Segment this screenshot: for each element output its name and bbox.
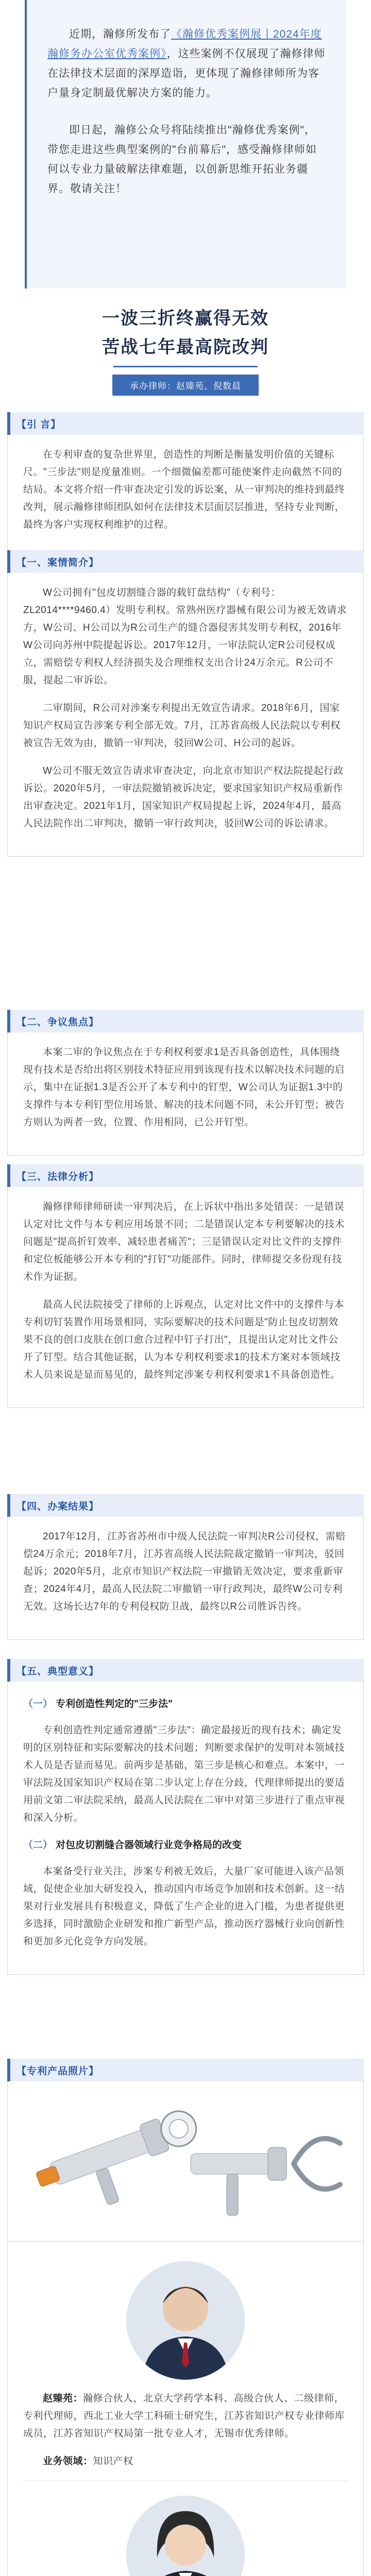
lawyer-tag: 承办律师：赵臻苑、倪数晨 — [112, 375, 259, 396]
section-title: 【二、争议焦点】 — [16, 1016, 99, 1028]
subsection-title-1 — [23, 1696, 348, 1713]
subsection-title-2 — [23, 1837, 348, 1854]
paragraph: W公司拥有"包皮切割缝合器的载钉盘结构"（专利号：ZL2014****9460.4）发明专利权。常熟州医疗器械有限公司为被无效请求方，W公司、H公司以为R公司生产的缝合器侵害其发明专利权，2016年W公司向苏州中院提起诉讼。2017年12月，一审法院认定R公司侵权成立，需赔偿专利权人经济损失及合理维权支出合计24万余元。R公司不服，提起二审诉讼。 — [23, 587, 347, 686]
article-title-line-1: 一波三折终赢得无效 — [102, 309, 269, 328]
paragraph: 最高人民法院接受了律师的上诉观点，认定对比文件中的支撑件与本专利切钉装置作用场景相同，实际要解决的技术问题是"防止包皮切割效果不良的创口皮肤在创口愈合过程中钉子打出"，且提出认定对比文件公开了钉型。结合其他证据，认为本专利权利要求1的技术方案对本领域技术人员来说是显而易见的，最终判定涉案专利权利要求1不具备创造性。 — [23, 1299, 345, 1380]
paragraph: 在专利审查的复杂世界里，创造性的判断是衡量发明价值的关键标尺。"三步法"则是度量准则。一个细微偏差都可能使案件走向截然不同的结局。本文将介绍一件审查决定引发的诉讼案，从一审判决的维持到最终改判，展示瀚修律师团队如何在法律技术层面层层推进，坚持专业判断，最终为客户实现权利维护的过程。 — [23, 449, 345, 530]
section-title: 【引 言】 — [16, 419, 61, 430]
subsection-title-text: 对包皮切割缝合器领域行业竞争格局的改变 — [56, 1840, 242, 1851]
paragraph: 本案二审的争议焦点在于专利权利要求1是否具备创造性，具体围绕现有技术是否给出将区别技术特征应用到该现有技术以解决技术问题的启示，集中在证据1.3是否公开了本专利中的钉型，W公司认为证据1.3中的支撑件与本专利钉型位用场景、解决的技术问题不同，未公开钉型；被告方则认为两者一致，位置、作用相同，已公开钉型。 — [23, 1047, 345, 1128]
paragraph: 瀚修律师律师研读一审判决后，在上诉状中指出多处错误：一是错误认定对比文件与本专利应用场景不同；二是错误认定本专利要解决的技术问题是"提高折钉效率、减轻患者痛苦"；三是错误认定对比文件的支撑件和定位板能够公开本专利的"打钉"功能部件。同时，律师提交多份现有技术作为证据。 — [23, 1201, 345, 1282]
section-title: 【一、案情简介】 — [16, 557, 99, 568]
section-body — [7, 2081, 364, 2242]
title-divider — [113, 366, 258, 367]
section-body — [7, 1187, 364, 1408]
section-dispute — [7, 1010, 364, 1156]
stapler-device-image — [21, 2092, 350, 2231]
lawyer-avatar-1 — [126, 2261, 245, 2380]
subsection-title-text: 专利创造性判定的"三步法" — [56, 1699, 173, 1709]
section-header — [7, 412, 364, 435]
section-preface — [7, 412, 364, 558]
section-significance — [7, 1659, 364, 1975]
person-photo-icon — [126, 2261, 245, 2380]
lawyer-avatar-2 — [126, 2496, 245, 2576]
section-header — [7, 1010, 364, 1032]
section-body — [7, 1517, 364, 1640]
subsection-number: （二） — [23, 1840, 53, 1851]
lawyer-name-1: 赵臻苑： — [43, 2393, 83, 2404]
section-body — [7, 573, 364, 857]
product-photo — [13, 2087, 358, 2236]
section-header — [7, 1164, 364, 1187]
paragraph: 二审期间，R公司对涉案专利提出无效宣告请求。2018年6月，国家知识产权局宣告涉案专利全部无效。7月，江苏省高级人民法院以专利权被宣告无效为由，撤销一审判决，驳回W公司、H公司的起诉。 — [23, 703, 341, 749]
lawyer-profiles — [7, 2241, 364, 2576]
section-header — [7, 1494, 364, 1517]
section-header — [7, 550, 364, 573]
paragraph: W公司不服无效宣告请求审查决定，向北京市知识产权法院提起行政诉讼。2020年5月，一审法院撤销被诉决定，要求国家知识产权局重新作出审查决定。2021年1月，国家知识产权局提起上诉，2024年4月，最高人民法院作出二审判决，撤销一审行政判决，驳回W公司的诉讼请求。 — [23, 766, 344, 829]
section-header — [7, 1659, 364, 1682]
article-title-block — [0, 304, 371, 396]
subsection-number: （一） — [23, 1699, 53, 1709]
intro-paragraph-2: 即日起，瀚修公众号将陆续推出"瀚修优秀案例"，带您走进这些典型案例的"台前幕后"，感受瀚修律师如何以专业力量破解法律难题，以创新思维开拓业务疆界。敬请关注！ — [47, 124, 317, 195]
person-photo-icon — [126, 2496, 245, 2576]
section-result — [7, 1494, 364, 1640]
field-value: 知识产权 — [93, 2456, 133, 2467]
lawyer-bio-1 — [23, 2390, 348, 2443]
intro-paragraph-1 — [47, 25, 326, 103]
section-header — [7, 2059, 364, 2081]
section-product — [7, 2059, 364, 2242]
section-title: 【五、典型意义】 — [16, 1666, 99, 1677]
section-strategy — [7, 1164, 364, 1408]
intro-p1-prefix: 近期，瀚修所发布了 — [69, 28, 171, 40]
paragraph: 本案备受行业关注，涉案专利被无效后，大量厂家可能进入该产品领域，促使企业加大研发投入，推动国内市场竞争加剧和技术创新。这一结果对行业发展具有积极意义，降低了生产企业的进入门槛，为患者提供更多选择，同时激励企业研发和推广新型产品，推动医疗器械行业向创新性和更加多元化竞争方向发展。 — [23, 1866, 345, 1947]
field-label: 业务领域： — [43, 2456, 93, 2467]
section-body — [7, 1032, 364, 1156]
lawyer-card-2 — [23, 2481, 348, 2576]
lawyer-bio-text-1: 瀚修合伙人，北京大学药学本科、高级合伙人、二级律师，专利代理师，西北工业大学工科硕士研究生，江苏省知识产权专业律师库成员，江苏省知识产权局第一批专业人才，无锡市优秀律师。 — [23, 2393, 345, 2439]
section-title: 【专利产品照片】 — [16, 2065, 99, 2077]
section-body — [7, 1682, 364, 1975]
section-lawyers — [7, 2241, 364, 2576]
section-body — [7, 435, 364, 558]
intro-box — [25, 0, 346, 289]
section-case — [7, 550, 364, 857]
paragraph: 专利创造性判定通常遵循"三步法"：确定最接近的现有技术；确定发明的区别特征和实际要解决的技术问题；判断要求保护的发明对本领域技术人员是否显而易见。前两步是基础，第三步是核心和难点。本案中，一审法院及国家知识产权局在第二步认定上存在分歧，代理律师提出的要适用前文第二审法院采纳，最高人民法院在二审中对第三步进行了重点审视和深入分析。 — [23, 1725, 345, 1823]
section-title: 【三、法律分析】 — [16, 1171, 99, 1182]
paragraph: 2017年12月，江苏省苏州市中级人民法院一审判决R公司侵权，需赔偿24万余元；2018年7月，江苏省高级人民法院裁定撤销一审判决，驳回起诉；2020年5月，北京市知识产权法院一审撤销无效决定，要求重新审查；2024年4月，最高人民法院二审撤销一审行政判决，最终W公司专利无效。这场长达7年的专利侵权防卫战，最终以R公司胜诉告终。 — [23, 1531, 346, 1612]
article-title-line-2: 苦战七年最高院改判 — [102, 337, 269, 357]
intro-p1-suffix: ，这些案例不仅展现了瀚修律师在法律技术层面的深厚造诣，更体现了瀚修律师所为客户量身定制最优解决方案的能力。 — [47, 48, 326, 99]
section-title: 【四、办案结果】 — [16, 1501, 99, 1512]
lawyer-field-1 — [23, 2453, 348, 2470]
lawyer-card-1 — [23, 2247, 348, 2481]
intro-case-link[interactable]: 《瀚修优秀案例展丨2024年度瀚修务办公室优秀案例》 — [47, 28, 322, 60]
